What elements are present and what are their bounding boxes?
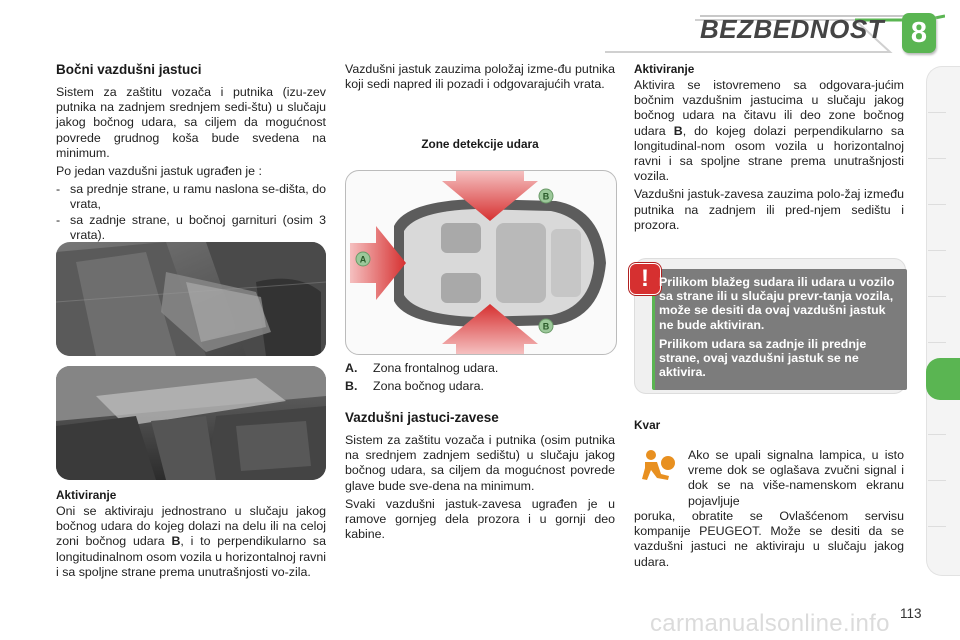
- tab-divider: [928, 158, 946, 159]
- legend-item: [345, 379, 615, 394]
- zone-b-label-bottom: B: [542, 321, 550, 332]
- seat-airbag-photo: [56, 242, 326, 356]
- diagram-title: Zone detekcije udara: [421, 137, 539, 151]
- tab-divider: [928, 480, 946, 481]
- header-title: BEZBEDNOST: [700, 14, 885, 44]
- legend-key: A.: [345, 361, 358, 375]
- col1-bottom: [56, 488, 326, 580]
- watermark: carmanualsonline.info: [650, 610, 890, 637]
- chapter-badge: [902, 13, 936, 53]
- list-dash: -: [56, 182, 61, 197]
- text-run: , do kojeg dolazi perpendikularno sa longitudinal-nom osom vozila u horizontalnoj ravni i sa spoljne strane prema unutrašnjosti vozila.: [634, 123, 905, 184]
- subheading-activation: Aktiviranje: [56, 488, 117, 502]
- curtain-airbag-photo: [56, 366, 326, 480]
- impact-zone-diagram: [345, 170, 617, 355]
- chapter-tab-active[interactable]: [926, 358, 960, 400]
- tab-divider: [928, 112, 946, 113]
- tab-divider: [928, 342, 946, 343]
- col2-intro: [345, 62, 615, 92]
- legend-text: Zona bočnog udara.: [373, 379, 484, 394]
- col3: [634, 62, 904, 233]
- tab-divider: [928, 526, 946, 527]
- col2-paragraph: Vazdušni jastuk zauzima položaj izme-đu putnika koji sedi napred ili pozadi i odgovarajućih vrata.: [345, 62, 615, 92]
- col1-paragraph: [56, 504, 326, 580]
- tab-divider: [928, 204, 946, 205]
- fault-paragraph: Ako se upali signalna lampica, u isto vreme dok se oglašava zvučni signal i dok se na više-namenskom ekranu pojavljuje: [688, 448, 904, 508]
- header-bar: [0, 0, 960, 60]
- section-heading-side-airbags: Bočni vazdušni jastuci: [56, 62, 202, 77]
- list-dash: -: [56, 212, 61, 227]
- diagram-legend: [345, 361, 615, 394]
- list-item: [56, 182, 326, 212]
- chapter-number: 8: [910, 17, 928, 49]
- zone-ref: B: [171, 534, 181, 549]
- col2-curtain-section: [345, 410, 615, 542]
- warning-paragraph: Prilikom blažeg sudara ili udara u vozilo sa strane ili u slučaju prevr-tanja vozila, može se desiti da ovaj vazdušni jastuk ne bude aktiviran.: [659, 275, 895, 332]
- page-number: 113: [900, 606, 922, 621]
- col1-paragraph: Po jedan vazdušni jastuk ugrađen je :: [56, 164, 262, 179]
- section-heading-curtain-airbags: Vazdušni jastuci-zavese: [345, 410, 499, 425]
- warning-text: [659, 275, 899, 379]
- fault-paragraph: poruka, obratite se Ovlašćenom servisu kompanije PEUGEOT. Može se desiti da se vazdušni jastuci ne aktiviraju u slučaju jakog udara.: [634, 509, 904, 569]
- warning-box: [634, 258, 906, 394]
- legend-text: Zona frontalnog udara.: [373, 361, 499, 375]
- col3-paragraph: [634, 78, 904, 184]
- warning-icon: [629, 263, 661, 295]
- col2-paragraph: Svaki vazdušni jastuk-zavesa ugrađen je u ramove gornjeg dela prozora i u gornji deo kabine.: [345, 496, 615, 542]
- text-run: Oni se aktiviraju jednostrano u slučaju jakog bočnog udara do kojeg dolazi na delu ili na celoj zoni bočnog udara: [56, 504, 326, 549]
- list-item: [56, 213, 326, 243]
- col1-paragraph: Sistem za zaštitu vozača i putnika (izu-zev putnika na zadnjem srednjem sedi-štu) u slučaju jakog bočnog udara, sa ciljem da mogućnost povrede grudnog koša bude svedena na minimum.: [56, 85, 326, 160]
- warning-icon-glyph: !: [641, 265, 649, 292]
- col2-paragraph: Sistem za zaštitu vozača i putnika (osim putnika na srednjem zadnjem sedištu) u slučaju jakog bočnog udara, sa ciljem da mogućnost povrede glave bude sve-dena na minimum.: [345, 433, 615, 493]
- zone-a-label: A: [359, 254, 367, 265]
- subheading-activation: Aktiviranje: [634, 62, 695, 76]
- fault-text-indented: [688, 448, 904, 509]
- list-item-text: sa zadnje strane, u bočnoj garnituri (osim 3 vrata).: [70, 212, 326, 242]
- tab-divider: [928, 250, 946, 251]
- tab-divider: [928, 434, 946, 435]
- zone-b-label-top: B: [542, 191, 550, 202]
- legend-item: [345, 361, 615, 376]
- text-run: , i to perpendikularno sa longitudinalnom osom vozila u horizontalnoj ravni i sa spoljne strane prema unutrašnjosti vo-zila.: [56, 534, 327, 579]
- tab-divider: [928, 296, 946, 297]
- col1: [56, 62, 326, 243]
- airbag-warning-light-icon: [637, 448, 677, 488]
- text-run: Aktivira se istovremeno sa odgovara-jućim bočnim vazdušnim jastucima u slučaju jakog bočnog udara na čitavu ili deo zone bočnog udara: [634, 78, 904, 138]
- subheading-fault: Kvar: [634, 418, 661, 432]
- col3-paragraph: Vazdušni jastuk-zavesa zauzima polo-žaj između putnika na zadnjem ili pred-njem sedištu i prozora.: [634, 187, 904, 232]
- warning-paragraph: Prilikom udara sa zadnje ili prednje strane, ovaj vazdušni jastuk se ne aktivira.: [659, 336, 867, 380]
- fault-text: [634, 509, 904, 570]
- list-item-text: sa prednje strane, u ramu naslona se-dišta, do vrata,: [70, 182, 326, 212]
- zone-ref: B: [673, 123, 683, 138]
- legend-key: B.: [345, 379, 358, 394]
- chapter-tab-strip: [926, 66, 960, 576]
